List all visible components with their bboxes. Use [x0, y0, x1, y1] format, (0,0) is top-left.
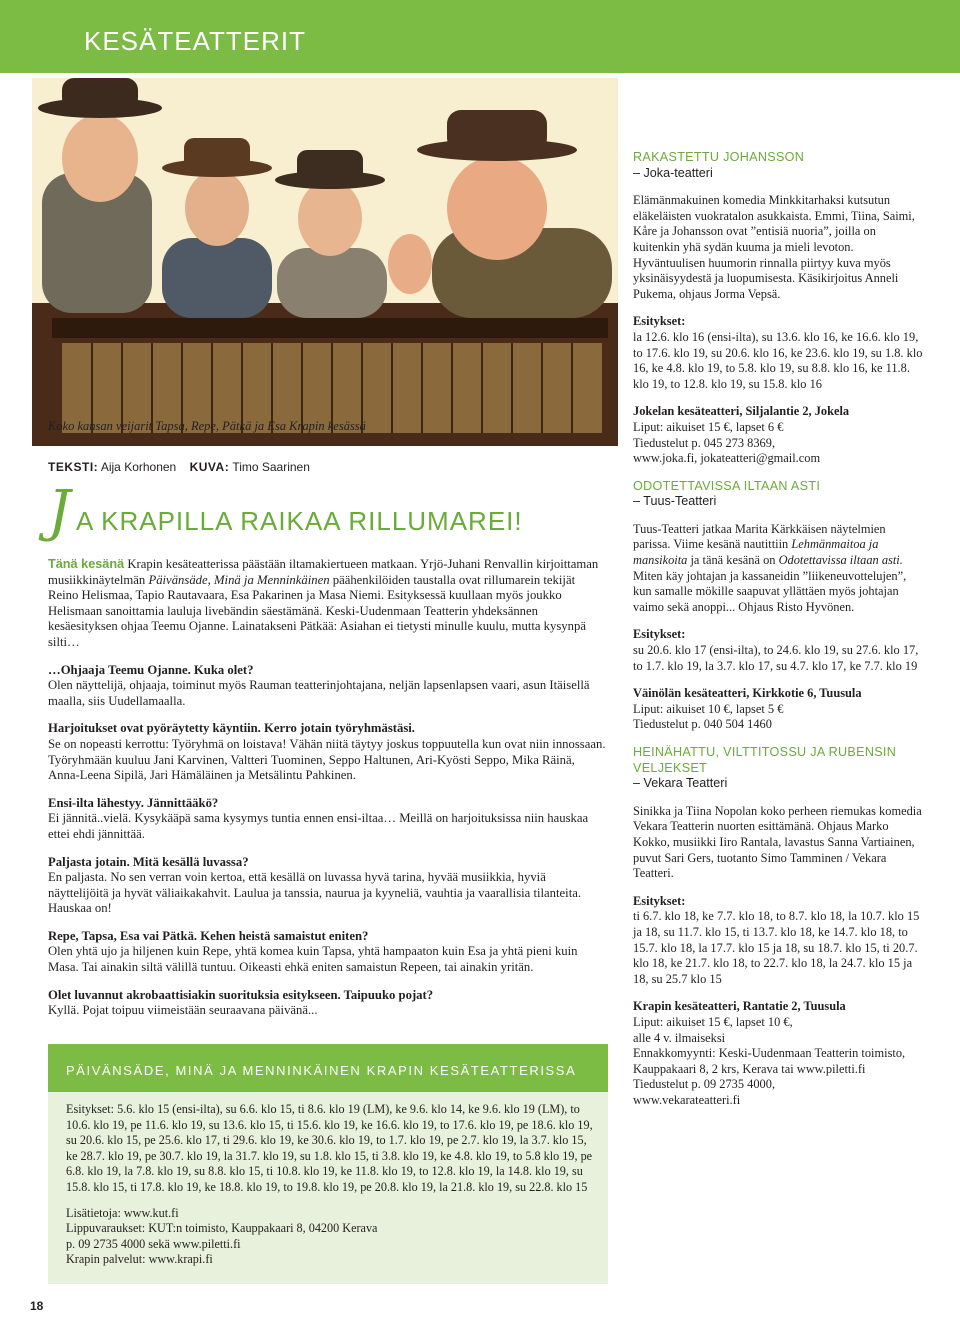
listing-title: ODOTETTAVISSA ILTAAN ASTI	[633, 478, 821, 493]
listing-description: Elämänmakuinen komedia Minkkitarhaksi kutsutun eläkeläisten vuokratalon asukkaista. Emmi, Tiina, Saimi, Kåre ja Johansson ovat ”entisiä nuoria”, joilla on kuitenkin yhä sydän kuuma ja mieli levoton. Hyväntuulisen huumorin rinnalla piirtyy kuva myös yksinäisyydestä ja luopumisesta. Käsikirjoitus Anneli Pukema, ohjaus Jorma Vepsä.	[633, 193, 915, 301]
listing-shows	[633, 894, 923, 988]
headline-initial: J	[48, 479, 71, 544]
tickets: Liput: aikuiset 15 €, lapset 10 €,	[633, 1014, 793, 1029]
play-title: Odotettavissa iltaan asti.	[778, 553, 903, 568]
qa-block	[48, 796, 608, 843]
listing-theatre: – Vekara Teatteri	[633, 776, 728, 791]
listing-venue	[633, 999, 923, 1108]
article-lead	[48, 557, 608, 651]
shows-label: Esitykset:	[633, 893, 686, 908]
answer: Ei jännitä..vielä. Kysykääpä sama kysymys tuntia ennen ensi-iltaa… Meillä on harjoituksissa niin hauskaa ettei ehdi jännittää.	[48, 811, 589, 841]
question: …Ohjaaja Teemu Ojanne. Kuka olet?	[48, 662, 254, 677]
question: Repe, Tapsa, Esa vai Pätkä. Kehen heistä samaistut eniten?	[48, 928, 369, 943]
info-line: Krapin palvelut: www.krapi.fi	[66, 1252, 213, 1267]
article-body	[48, 557, 608, 1031]
info-box-title: PÄIVÄNSÄDE, MINÄ JA MENNINKÄINEN KRAPIN KESÄTEATTERISSA	[66, 1063, 577, 1078]
text-credit-name: Aija Korhonen	[100, 460, 177, 474]
play-title: Päivänsäde, Minä ja Menninkäinen	[148, 572, 330, 587]
info-line: Lisätietoja: www.kut.fi	[66, 1205, 179, 1220]
lead-text-cont: päähenkilöiden taustalla ovat rillumarein tekijät Reino Helismaa, Tapio Rautavaara, Esa Pakarinen ja Masa Niemi. Esityksessä kuullaan myös joukko Helismaan sanoittamia lauluja livebändin säestämänä. Keski-Uudenmaan Teatterin yhdeksännen kesäesityksen ohjaa Teemu Ojanne. Lainatakseni Pätkää: Asiahan ei tietysti minulle kuulu, mutta kysynpä silti…	[48, 572, 586, 649]
listing-theatre: – Tuus-Teatteri	[633, 494, 717, 509]
listing-theatre: – Joka-teatteri	[633, 165, 713, 180]
show-dates: Esitykset: 5.6. klo 15 (ensi-ilta), su 6.6. klo 15, ti 8.6. klo 19 (LM), ke 9.6. klo 14, ke 9.6. klo 19 (LM), to 10.6. klo 19, pe 11.6. klo 19, su 13.6. klo 15, ti 15.6. klo 19, ke 16.6. klo 19, to 17.6. klo 19, pe 18.6. klo 19, su 20.6. klo 15, pe 25.6. klo 17, ti 29.6. klo 19, ke 30.6. klo 19, to 1.7. klo 19, pe 2.7. klo 19, la 3.7. klo 15, ke 28.7. klo 19, pe 30.7. klo 19, la 31.7. klo 19, su 1.8. klo 15, ti 3.8. klo 19, ke 4.8. klo 19, to 5.8 klo 19, pe 6.8. klo 19, la 7.8. klo 19, su 8.8. klo 15, ti 10.8. klo 19, ke 11.8. klo 19, to 12.8. klo 19, la 14.8. klo 19, su 15.8. klo 15, ti 17.8. klo 19, ke 18.8. klo 19, to 19.8. klo 19, pe 20.8. klo 19, la 21.8. klo 19, su 22.8. klo 15	[66, 1102, 593, 1194]
desc-text: Tuus-Teatteri jatkaa Marita Kärkkäisen näytelmien parissa. Viime kesänä nautittiin	[633, 521, 886, 552]
listing-title: RAKASTETTU JOHANSSON	[633, 150, 805, 164]
headline-text: A KRAPILLA RAIKAA RILLUMAREI!	[76, 506, 523, 536]
listing-description: Sinikka ja Tiina Nopolan koko perheen riemukas komedia Vekara Teatterin nuorten esittämänä. Ohjaus Marko Kokko, musiikki Iiro Rantala, lavastus Sanna Vartiainen, puvut Sari Gers, tuotanto Simo Tamminen / Vekara Teatteri.	[633, 803, 922, 881]
venue: Krapin kesäteatteri, Rantatie 2, Tuusula	[633, 999, 846, 1014]
qa-block	[48, 721, 608, 783]
venue: Väinölän kesäteatteri, Kirkkotie 6, Tuusula	[633, 686, 862, 701]
desc-text: ja tänä kesänä on	[687, 553, 779, 568]
section-title: KESÄTEATTERIT	[84, 26, 306, 56]
qa-block	[48, 929, 608, 976]
shows-label: Esitykset:	[633, 314, 686, 329]
tickets: Liput: aikuiset 15 €, lapset 6 €	[633, 419, 784, 434]
question: Olet luvannut akrobaattisiakin suorituksia esitykseen. Taipuuko pojat?	[48, 987, 434, 1002]
cast-photo	[32, 78, 618, 446]
photo-credit-name: Timo Saarinen	[232, 460, 310, 474]
venue: Jokelan kesäteatteri, Siljalantie 2, Jokela	[633, 404, 850, 419]
website: www.joka.fi, jokateatteri@gmail.com	[633, 451, 821, 466]
tickets: Liput: aikuiset 10 €, lapset 5 €	[633, 701, 784, 716]
question: Harjoitukset ovat pyöräytetty käyntiin. Kerro jotain työryhmästäsi.	[48, 721, 415, 736]
answer: Olen yhtä ujo ja hiljenen kuin Repe, yhtä komea kuin Tapsa, yhtä hampaaton kuin Esa ja yhtä pieni kuin Masa. Tai ainakin siltä välillä tuntuu. Oikeasti ehkä eniten samaistun Repeen, tai ainakin yritän.	[48, 944, 578, 975]
sidebar-listings	[633, 150, 923, 1120]
shows-dates: su 20.6. klo 17 (ensi-ilta), to 24.6. klo 19, su 27.6. klo 17, to 1.7. klo 19, la 3.7. klo 17, su 4.7. klo 17, ke 7.7. klo 19	[633, 643, 919, 673]
answer: Se on nopeasti kerrottu: Työryhmä on loistava! Vähän niitä täytyy joskus toppuutella kun ovat niin innossaan. Työryhmään kuuluu Jani Karvinen, Valtteri Tuominen, Seppo Haltunen, Ari-Kyösti Seppo, Mika Räinä, Anna-Leena Sipilä, Jari Hämäläinen ja Metsälintu Pahkinen.	[48, 736, 606, 783]
text-credit-label: TEKSTI:	[48, 460, 99, 474]
question: Ensi-ilta lähestyy. Jännittääkö?	[48, 795, 219, 810]
info-line: p. 09 2735 4000 sekä www.piletti.fi	[66, 1236, 241, 1251]
question: Paljasta jotain. Mitä kesällä luvassa?	[48, 854, 249, 869]
listing-shows	[633, 627, 923, 674]
shows-label: Esitykset:	[633, 627, 686, 642]
answer: Olen näyttelijä, ohjaaja, toiminut myös Rauman teatterinjohtajana, neljän lapsenlapsen vaari, asun Itäisellä maalla, siis Uudellamaalla.	[48, 678, 590, 708]
listing-venue	[633, 404, 923, 466]
listing-description	[633, 522, 923, 616]
shows-dates: la 12.6. klo 16 (ensi-ilta), su 13.6. klo 16, ke 16.6. klo 19, to 17.6. klo 19, su 20.6. klo 16, ke 23.6. klo 19, su 1.8. klo 16, ke 4.8. klo 19, to 5.8. klo 19, su 8.8. klo 16, ke 11.8. klo 19, to 12.8. klo 19, su 15.8. klo 16	[633, 329, 923, 391]
answer: En paljasta. No sen verran voin kertoa, että kesällä on luvassa hyvä tarina, hyvää musiikkia, hyviä näyttelijöitä ja hyvät väliaikakahvit. Laulua ja tanssia, naurua ja kyyneliä, vauhtia ja vaarallisia tilanteita. Hauskaa on!	[48, 870, 582, 916]
qa-block	[48, 855, 608, 917]
info-line: Lippuvaraukset: KUT:n toimisto, Kauppakaari 8, 04200 Kerava	[66, 1221, 378, 1236]
page-number: 18	[30, 1299, 44, 1313]
listing-venue	[633, 686, 923, 733]
lead-keyword: Tänä kesänä	[48, 557, 125, 571]
lead-text: Krapin kesäteatterissa päästään iltamakiertueen matkaan. Yrjö-Juhani Renvallin kirjoittaman musiikkinäytelmän	[48, 557, 599, 587]
phone: Tiedustelut p. 040 504 1460	[633, 717, 772, 732]
qa-block	[48, 988, 608, 1019]
desc-text: Miten käy johtajan ja kassaneidin ”liikeneuvottelujen”, kun samalle mökille saapuvat yllättäen myös johtajan vaimo sekä anoppi... Ohjaus Risto Hyvönen.	[633, 568, 907, 614]
article-headline	[48, 479, 618, 544]
presale: Ennakkomyynti: Keski-Uudenmaan Teatterin toimisto, Kauppakaari 8, 2 krs, Kerava tai www.piletti.fi	[633, 1046, 906, 1076]
info-box	[48, 1044, 608, 1284]
cast-photo-illustration	[32, 78, 618, 446]
photo-credit-label: KUVA:	[189, 460, 230, 474]
article-credits	[48, 460, 310, 474]
play-title: Lehmänmaitoa ja mansikoita	[633, 537, 879, 568]
phone: Tiedustelut p. 045 273 8369,	[633, 435, 776, 450]
website: www.vekarateatteri.fi	[633, 1092, 741, 1107]
listing-shows	[633, 314, 923, 392]
info-box-body	[66, 1102, 601, 1268]
info-box-header	[48, 1044, 608, 1092]
qa-block	[48, 663, 608, 710]
section-banner	[0, 0, 960, 73]
phone: Tiedustelut p. 09 2735 4000,	[633, 1077, 776, 1092]
listing-title: HEINÄHATTU, VILTTITOSSU JA RUBENSIN VELJEKSET	[633, 745, 897, 775]
answer: Kyllä. Pojat toipuu viimeistään seuraavana päivänä...	[48, 1003, 318, 1018]
photo-caption: Koko kansan veijarit Tapsa, Repe, Pätkä ja Esa Krapin kesässä	[48, 419, 366, 433]
shows-dates: ti 6.7. klo 18, ke 7.7. klo 18, to 8.7. klo 18, la 10.7. klo 15 ja 18, su 11.7. klo 15, ti 13.7. klo 18, ke 14.7. klo 18, to 15.7. klo 18, la 17.7. klo 15 ja 18, su 18.7. klo 15, ti 20.7. klo 18, ke 21.7. klo 18, to 22.7. klo 18, la 24.7. klo 15 ja 18, su 25.7 klo 15	[633, 909, 920, 986]
free-admission: alle 4 v. ilmaiseksi	[633, 1030, 726, 1045]
